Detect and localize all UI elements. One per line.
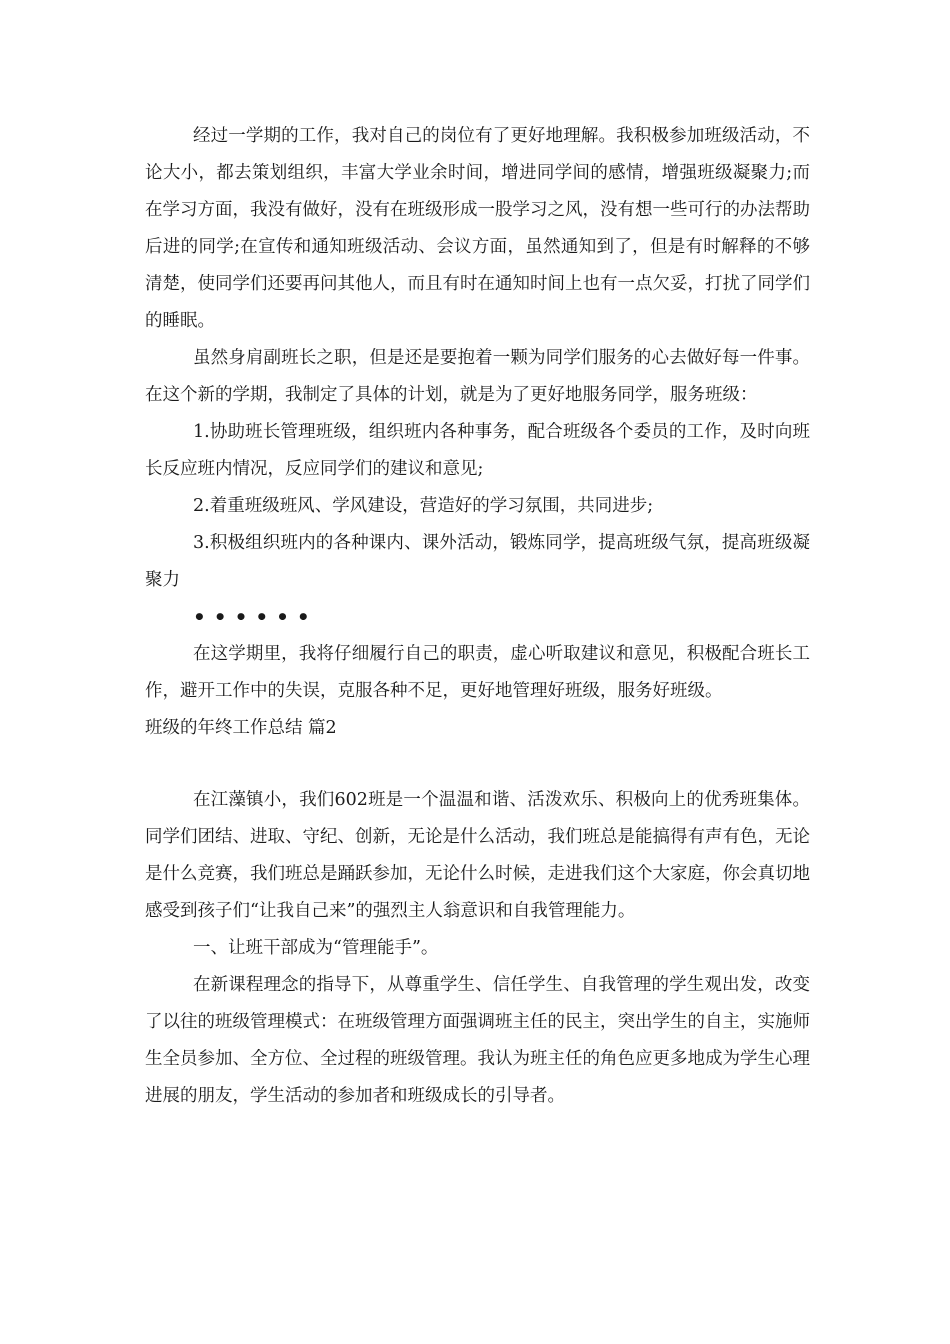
section-title: 班级的年终工作总结 篇2: [145, 718, 337, 738]
paragraph-plan-item-3: 3.积极组织班内的各种课内、课外活动，锻炼同学，提高班级气氛，提高班级凝聚力: [145, 533, 810, 590]
paragraph-closing: 在这学期里，我将仔细履行自己的职责，虚心听取建议和意见，积极配合班长工作，避开工作中的失误，克服各种不足，更好地管理好班级，服务好班级。: [145, 644, 810, 701]
paragraph-plan-intro: 虽然身肩副班长之职，但是还是要抱着一颗为同学们服务的心去做好每一件事。在这个新的学期，我制定了具体的计划，就是为了更好地服务同学，服务班级：: [145, 348, 810, 405]
paragraph-self-review: 经过一学期的工作，我对自己的岗位有了更好地理解。我积极参加班级活动，不论大小，都去策划组织，丰富大学业余时间，增进同学间的感情，增强班级凝聚力;而在学习方面，我没有做好，没有在班级形成一股学习之风，没有想一些可行的办法帮助后进的同学;在宣传和通知班级活动、会议方面，虽然通知到了，但是有时解释的不够清楚，使同学们还要再问其他人，而且有时在通知时间上也有一点欠妥，打扰了同学们的睡眠。: [145, 126, 810, 331]
paragraph-plan-item-1: 1.协助班长管理班级，组织班内各种事务，配合班级各个委员的工作，及时向班长反应班内情况，反应同学们的建议和意见;: [145, 422, 810, 479]
paragraph-class-intro: 在江藻镇小，我们602班是一个温温和谐、活泼欢乐、积极向上的优秀班集体。同学们团结、进取、守纪、创新，无论是什么活动，我们班总是能搞得有声有色，无论是什么竞赛，我们班总是踊跃参加，无论什么时候，走进我们这个大家庭，你会真切地感受到孩子们“让我自己来”的强烈主人翁意识和自我管理能力。: [145, 790, 810, 921]
paragraph-heading-1: 一、让班干部成为“管理能手”。: [193, 938, 439, 958]
document-page: [145, 118, 810, 1115]
paragraph-management: 在新课程理念的指导下，从尊重学生、信任学生、自我管理的学生观出发，改变了以往的班级管理模式：在班级管理方面强调班主任的民主，突出学生的自主，实施师生全员参加、全方位、全过程的班级管理。我认为班主任的角色应更多地成为学生心理进展的朋友，学生活动的参加者和班级成长的引导者。: [145, 975, 810, 1106]
paragraph-plan-item-2: 2.着重班级班风、学风建设，营造好的学习氛围，共同进步;: [193, 496, 654, 516]
ellipsis-dots: ••••••: [193, 605, 318, 629]
section-spacer: [145, 747, 810, 782]
